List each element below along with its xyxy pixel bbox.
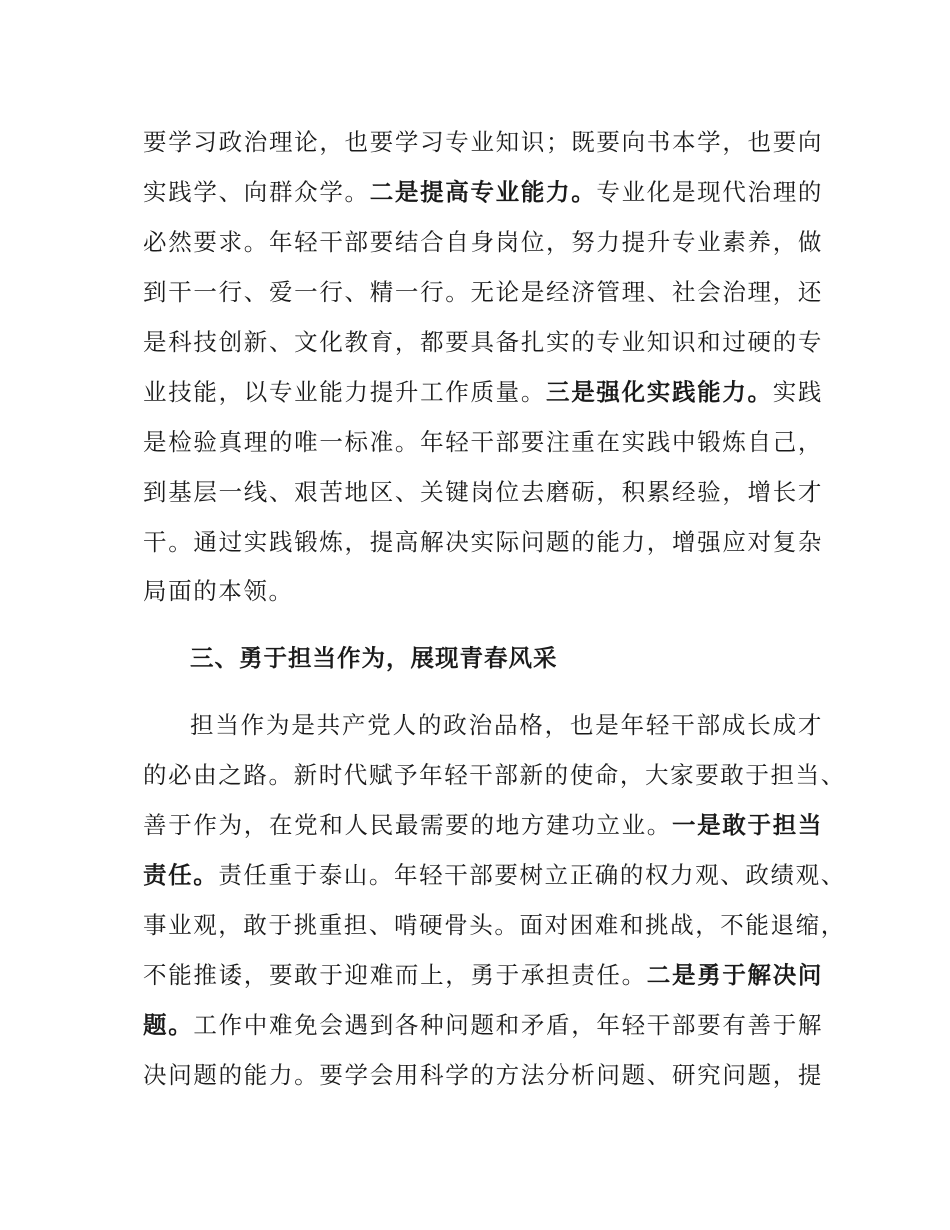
section-heading: 三、勇于担当作为，展现青春风采 [190,644,558,672]
text-run: 担当作为是共产党人的政治品格，也是年轻干部成长成才 [190,711,823,739]
paragraph-line [143,222,823,262]
paragraph-line [143,372,823,412]
text-run: 到干一行、爱一行、精一行。无论是经济管理、社会治理，还 [143,278,823,306]
text-run: 责任重于泰山。年轻干部要树立正确的权力观、政绩观、 [218,861,846,889]
paragraph-line [143,571,823,611]
bold-subpoint: 三是强化实践能力。 [546,378,773,406]
paragraph-line [143,755,846,795]
text-run: 是检验真理的唯一标准。年轻干部要注重在实践中锻炼自己， [143,428,823,456]
bold-subpoint: 题。 [143,1011,194,1039]
paragraph-line [143,472,823,512]
text-run: 决问题的能力。要学会用科学的方法分析问题、研究问题，提 [143,1061,823,1089]
text-run: 工作中难免会遇到各种问题和矛盾，年轻干部要有善于解 [193,1011,824,1039]
text-run: 实践 [772,378,824,406]
bold-subpoint: 二是勇于解决问 [646,961,824,989]
text-run: 的必由之路。新时代赋予年轻干部新的使命，大家要敢于担当、 [143,761,846,789]
paragraph-line [143,1005,823,1045]
paragraph-line [143,322,823,362]
paragraph-line [143,522,823,562]
text-run: 局面的本领。 [143,577,294,605]
paragraph-line [190,705,823,745]
bold-subpoint: 一是敢于担当 [671,811,823,839]
text-run: 不能推诿，要敢于迎难而上，勇于承担责任。 [143,961,647,989]
text-run: 是科技创新、文化教育，都要具备扎实的专业知识和过硬的专 [143,328,823,356]
paragraph-line [143,955,823,995]
bold-subpoint: 责任。 [143,861,219,889]
text-run: 到基层一线、艰苦地区、关键岗位去磨砺，积累经验，增长才 [143,478,823,506]
bold-subpoint: 二是提高专业能力。 [369,178,597,206]
text-run: 必然要求。年轻干部要结合自身岗位，努力提升专业素养，做 [143,228,823,256]
paragraph-line [143,905,846,945]
text-run: 专业化是现代治理的 [596,178,824,206]
paragraph-line [143,272,823,312]
text-run: 实践学、向群众学。 [143,178,370,206]
text-run: 善于作为，在党和人民最需要的地方建功立业。 [143,811,672,839]
text-run: 事业观，敢于挑重担、啃硬骨头。面对困难和挑战，不能退缩， [143,911,846,939]
text-run: 要学习政治理论，也要学习专业知识；既要向书本学，也要向 [143,128,823,156]
paragraph-line [143,805,823,845]
paragraph-line [143,855,846,895]
paragraph-line [143,172,823,212]
paragraph-line [143,1055,823,1095]
paragraph-line [143,122,823,162]
paragraph-line [143,422,823,462]
text-run: 业技能，以专业能力提升工作质量。 [143,378,547,406]
text-run: 干。通过实践锻炼，提高解决实际问题的能力，增强应对复杂 [143,528,823,556]
